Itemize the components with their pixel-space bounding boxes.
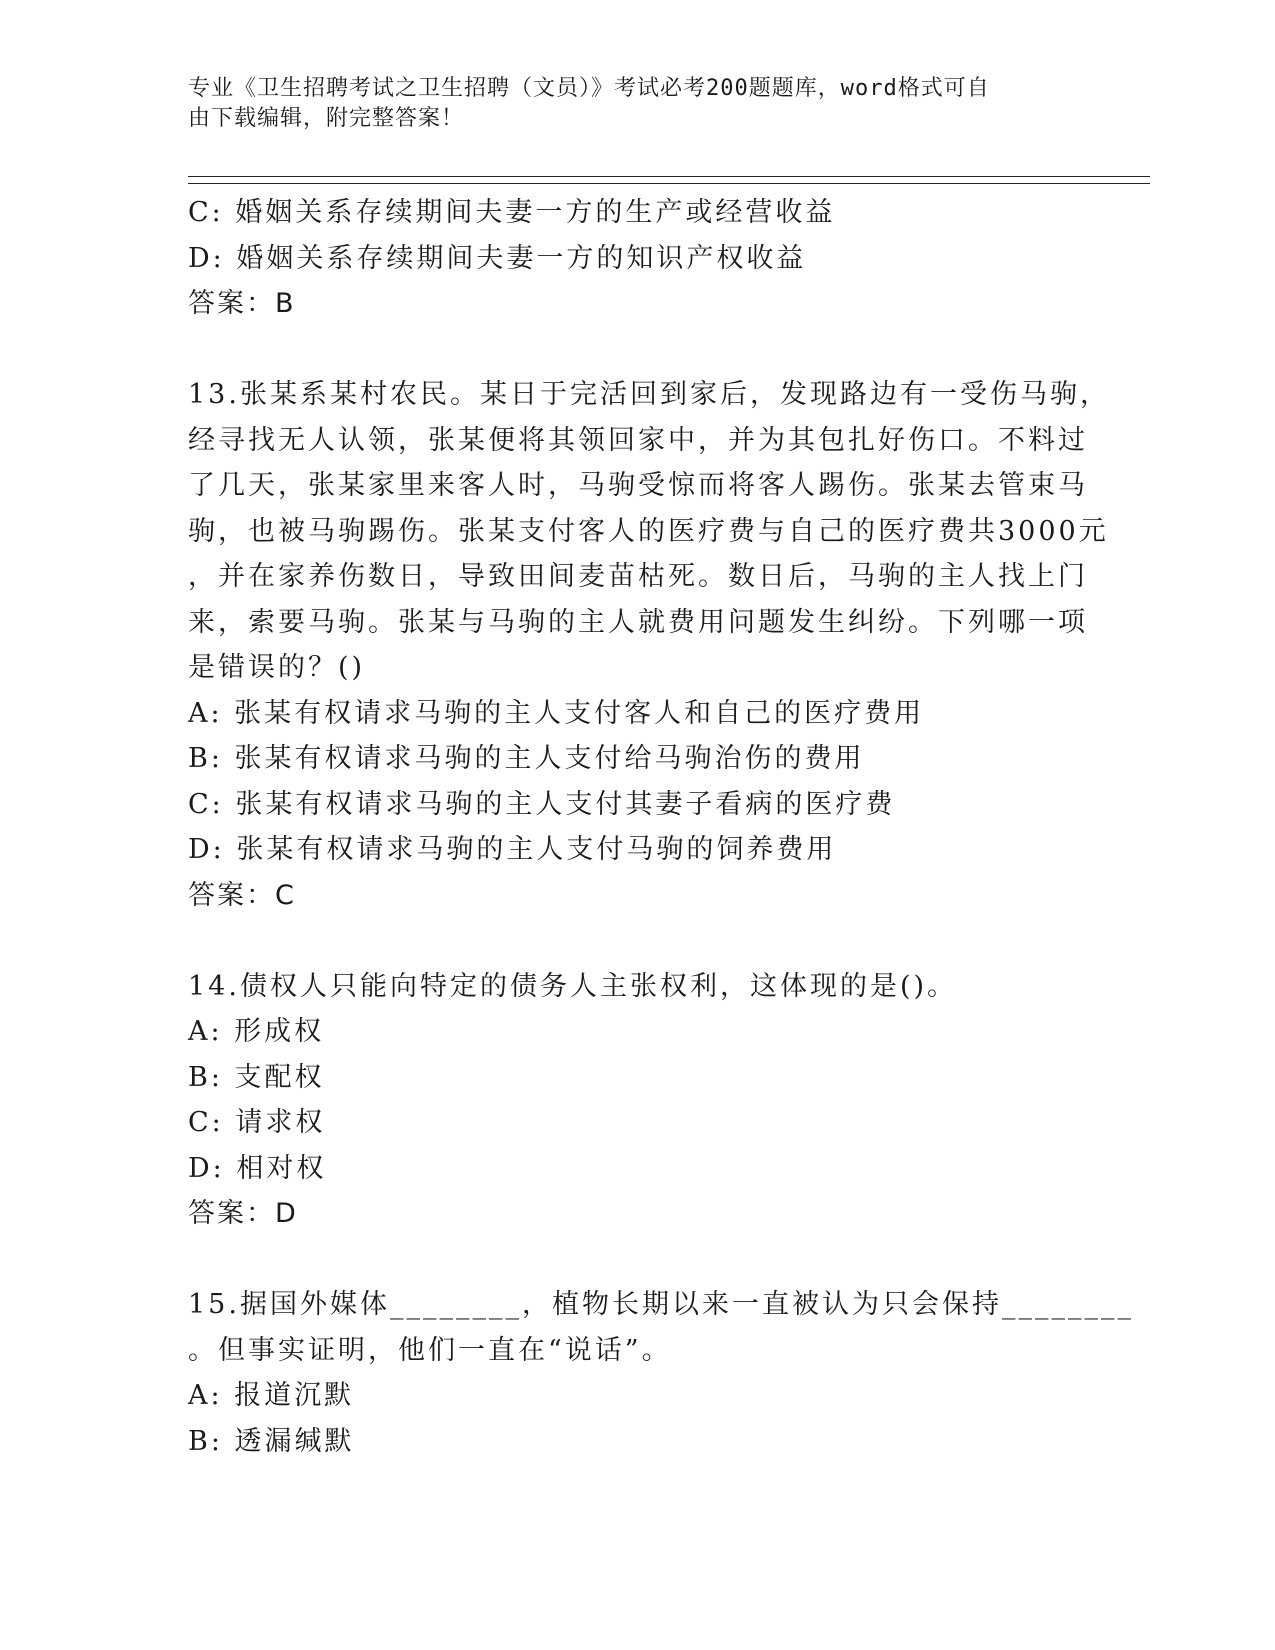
q12-answer: 答案：B [188, 288, 296, 319]
q13-stem-line: 驹，也被马驹踢伤。张某支付客人的医疗费与自己的医疗费共3000元 [188, 515, 1109, 547]
q14-stem: 14.债权人只能向特定的债务人主张权利，这体现的是()。 [188, 970, 958, 1002]
q13-stem-line: 经寻找无人认领，张某便将其领回家中，并为其包扎好伤口。不料过 [188, 424, 1088, 456]
q13-stem-line: 了几天，张某家里来客人时，马驹受惊而将客人踢伤。张某去管束马 [188, 470, 1088, 501]
q12-option-c: C: 婚姻关系存续期间夫妻一方的生产或经营收益 [188, 197, 836, 228]
q14-option-a: A: 形成权 [188, 1016, 325, 1047]
header-line-1: 专业《卫生招聘考试之卫生招聘（文员）》考试必考200题题库，word格式可自 [188, 76, 990, 101]
q13-stem-line: 来，索要马驹。张某与马驹的主人就费用问题发生纠纷。下列哪一项 [188, 606, 1088, 638]
q13-option-b: B: 张某有权请求马驹的主人支付给马驹治伤的费用 [188, 743, 865, 774]
question-13 [188, 372, 1110, 918]
header-line-2: 由下载编辑，附完整答案！ [188, 106, 465, 131]
q14-option-c: C: 请求权 [188, 1107, 326, 1138]
q14-option-d: D: 相对权 [188, 1152, 327, 1184]
question-spacer [188, 1237, 1088, 1283]
q15-stem-line: 。但事实证明，他们一直在“说话”。 [188, 1334, 672, 1366]
q13-stem [188, 372, 1110, 691]
q13-stem-line: 是错误的？() [188, 652, 366, 683]
question-spacer [188, 327, 1088, 373]
document-header [188, 74, 1068, 134]
q13-stem-line: 13.张某系某村农民。某日于完活回到家后，发现路边有一受伤马驹， [188, 379, 1110, 410]
question-spacer [188, 918, 1088, 964]
header-double-rule [188, 176, 1150, 184]
q13-option-a: A: 张某有权请求马驹的主人支付客人和自己的医疗费用 [188, 697, 925, 729]
q15-stem-line: 15.据国外媒体________，植物长期以来一直被认为只会保持________ [188, 1289, 1134, 1320]
q14-answer: 答案：D [188, 1198, 298, 1229]
q13-answer: 答案：C [188, 879, 296, 911]
q14-option-b: B: 支配权 [188, 1061, 325, 1093]
question-12-tail [188, 190, 1088, 327]
q13-option-d: D: 张某有权请求马驹的主人支付马驹的饲养费用 [188, 834, 837, 865]
document-body [188, 190, 1134, 1464]
question-14 [188, 964, 1088, 1237]
q15-option-b: B: 透漏缄默 [188, 1425, 355, 1457]
q13-stem-line: ，并在家养伤数日，导致田间麦苗枯死。数日后，马驹的主人找上门 [188, 561, 1088, 592]
q13-option-c: C: 张某有权请求马驹的主人支付其妻子看病的医疗费 [188, 788, 896, 820]
question-15 [188, 1282, 1134, 1464]
q15-option-a: A: 报道沉默 [188, 1380, 355, 1411]
q12-option-d: D: 婚姻关系存续期间夫妻一方的知识产权收益 [188, 242, 807, 274]
